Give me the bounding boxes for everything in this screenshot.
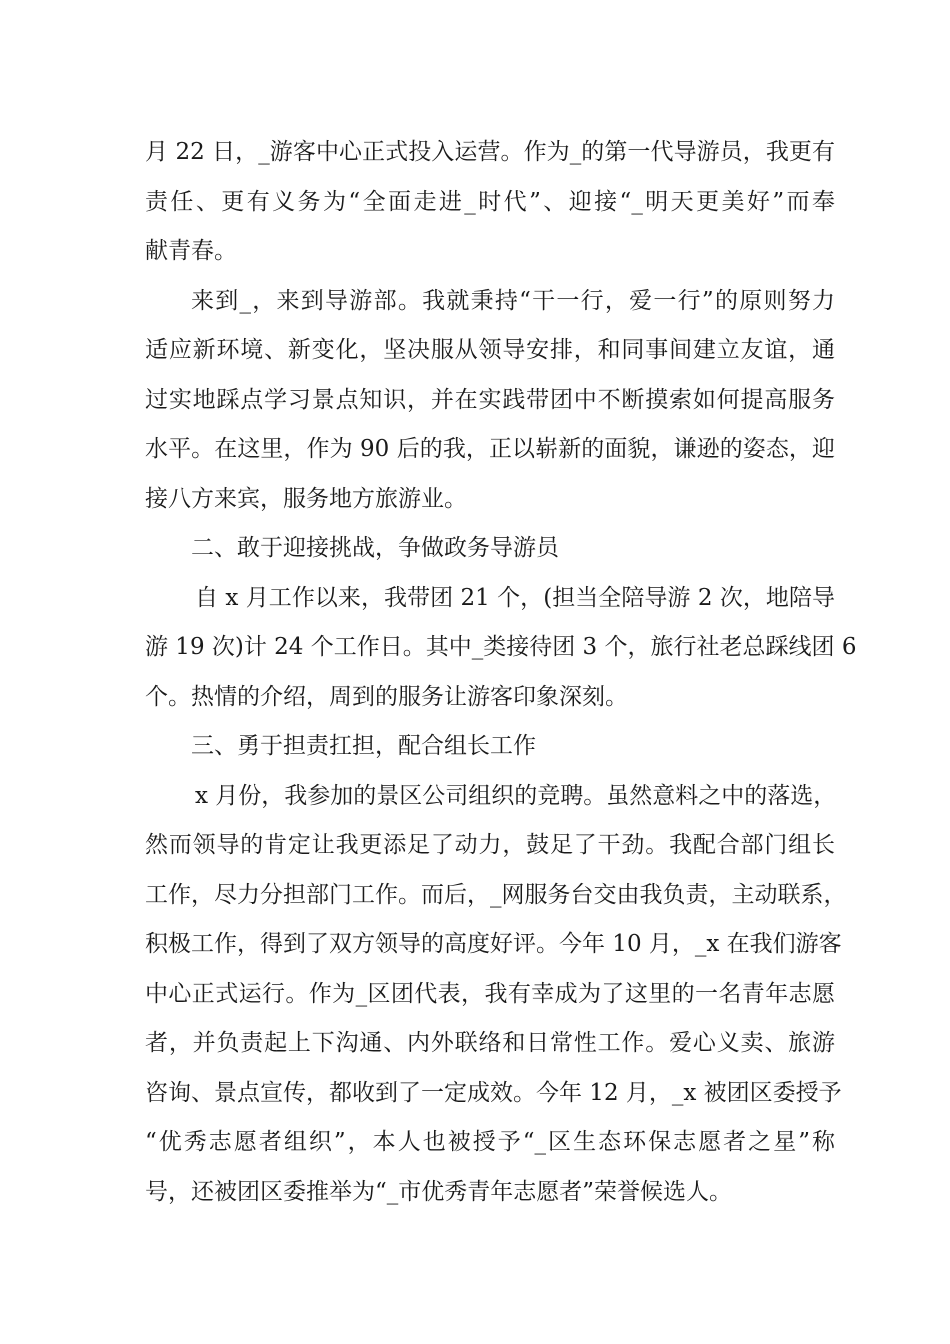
section-heading-3 bbox=[145, 722, 835, 772]
text-line: 咨询、景点宣传，都收到了一定成效。今年 12 月，_x 被团区委授予 bbox=[145, 1079, 842, 1106]
text-line: 过实地踩点学习景点知识，并在实践带团中不断摸索如何提高服务 bbox=[145, 386, 835, 413]
text-line: 水平。在这里，作为 90 后的我，正以崭新的面貌，谦逊的姿态，迎 bbox=[145, 436, 835, 462]
text-line: 责任、更有义务为“全面走进_时代”、迎接“_明天更美好”而奉 bbox=[145, 188, 835, 215]
text-line: 献青春。 bbox=[145, 238, 237, 264]
text-line: 接八方来宾，服务地方旅游业。 bbox=[145, 485, 467, 512]
text-line: 然而领导的肯定让我更添足了动力，鼓足了干劲。我配合部门组长 bbox=[145, 832, 835, 858]
text-line: 中心正式运行。作为_区团代表，我有幸成为了这里的一名青年志愿 bbox=[145, 980, 835, 1007]
text-line: “优秀志愿者组织”，本人也被授予“_区生态环保志愿者之星”称 bbox=[145, 1129, 835, 1155]
text-line: 游 19 次)计 24 个工作日。其中_类接待团 3 个，旅行社老总踩线团 6 bbox=[145, 634, 857, 660]
document-body bbox=[145, 128, 857, 1217]
paragraph-arrival bbox=[145, 277, 835, 525]
text-line: 来到_，来到导游部。我就秉持“干一行，爱一行”的原则努力 bbox=[191, 287, 835, 314]
text-line: x 月份，我参加的景区公司组织的竞聘。虽然意料之中的落选， bbox=[195, 782, 837, 809]
text-line: 自 x 月工作以来，我带团 21 个，(担当全陪导游 2 次，地陪导 bbox=[195, 584, 835, 611]
text-line: 月 22 日，_游客中心正式投入运营。作为_的第一代导游员，我更有 bbox=[145, 139, 835, 165]
heading-text: 二、敢于迎接挑战，争做政务导游员 bbox=[191, 535, 559, 561]
paragraph-opening-continuation bbox=[145, 128, 835, 277]
section-heading-2 bbox=[145, 524, 835, 574]
text-line: 个。热情的介绍，周到的服务让游客印象深刻。 bbox=[145, 683, 628, 710]
heading-text: 三、勇于担责扛担，配合组长工作 bbox=[191, 733, 536, 759]
text-line: 积极工作，得到了双方领导的高度好评。今年 10 月，_x 在我们游客 bbox=[145, 931, 842, 957]
paragraph-volunteer bbox=[145, 772, 847, 1218]
text-line: 工作，尽力分担部门工作。而后，_网服务台交由我负责，主动联系， bbox=[145, 881, 847, 908]
paragraph-tour-stats bbox=[145, 574, 857, 723]
text-line: 者，并负责起上下沟通、内外联络和日常性工作。爱心义卖、旅游 bbox=[145, 1030, 835, 1056]
text-line: 适应新环境、新变化，坚决服从领导安排，和同事间建立友谊，通 bbox=[145, 337, 835, 363]
text-line: 号，还被团区委推举为“_市优秀青年志愿者”荣誉候选人。 bbox=[145, 1178, 733, 1205]
